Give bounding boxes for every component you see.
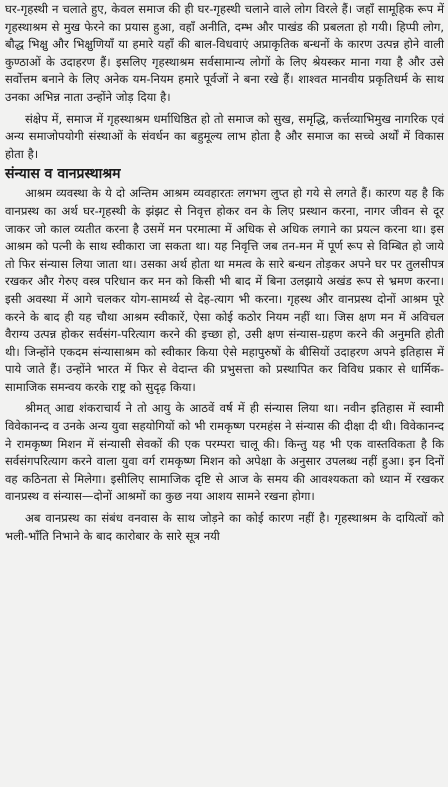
- paragraph-householder-discipline: घर-गृहस्थी न चलाते हुए, केवल समाज की ही घर-गृहस्थी चलाने वाले लोग विरले हैं। जहाँ सामूहिक रूप में गृहस्थाश्रम से मुख फेरने का प्रयास हुआ, वहाँ अनीति, दम्भ और पाखंड की प्रबलता हो गयी। हिप्पी लोग, बौद्ध भिक्षु और भिक्षुणियाँ या हमारे यहाँ की बाल-विधवाएं अप्राकृतिक बन्धनों के कारण उत्पन्न होने वाली कुण्ठाओं के उदाहरण हैं। इसलिए गृहस्थाश्रम सर्वसामान्य लोगों के लिए श्रेयस्कर माना गया है और उसे सर्वोत्तम बनाने के लिए अनेक यम-नियम हमारे पूर्वजों ने बना रखे हैं। शाश्वत मानवीय प्रकृतिधर्म के साथ उनका अभिन्न नाता उन्होंने जोड़ दिया है।: [5, 2, 444, 104]
- section-heading: संन्यास व वानप्रस्थाश्रम: [5, 166, 121, 183]
- paragraph-shankaracharya: श्रीमत् आद्य शंकराचार्य ने तो आयु के आठवें वर्ष में ही संन्यास लिया था। नवीन इतिहास में स्वामी विवेकानन्द व उनके अन्य युवा सहयोगियों को भी रामकृष्ण परमहंस ने संन्यास की दीक्षा दी थी। विवेकानन्द ने रामकृष्ण मिशन में संन्यासी सेवकों की एक परम्परा चालू की। किन्तु यह भी एक वास्तविकता है कि सर्वसंगपरित्याग करने वाला युवा वर्ग रामकृष्ण मिशन को अपेक्षा के अनुसार उपलब्ध नहीं हुआ। इन दिनों वह कठिनता से मिलेगा। इसीलिए सामाजिक दृष्टि से आज के समय की आवश्यकता को ध्यान में रखकर वानप्रस्थ व संन्यास—दोनों आश्रमों का कुछ नया आशय सामने रखना होगा।: [5, 401, 444, 504]
- paragraph-summary: संक्षेप में, समाज में गृहस्थाश्रम धर्माधिष्ठित हो तो समाज को सुख, समृद्धि, कर्त्तव्याभिमुख नागरिक एवं अन्य समाजोपयोगी संस्थाओं के संवर्धन का बहुमूल्य लाभ होता है और समाज का सच्चे अर्थों में विकास होता है।: [5, 111, 444, 161]
- paragraph-vanaprastha: अब वानप्रस्थ का संबंध वनवास के साथ जोड़ने का कोई कारण नहीं है। गृहस्थाश्रम के दायित्वों को भली-भाँति निभाने के बाद कारोबार के सारे सूत्र नयी: [5, 511, 444, 543]
- paragraph-ashrama-system: आश्रम व्यवस्था के ये दो अन्तिम आश्रम व्यवहारतः लगभग लुप्त हो गये से लगते हैं। कारण यह है कि वानप्रस्थ का अर्थ घर-गृहस्थी के झंझट से निवृत्त होकर वन के लिए प्रस्थान करना, नागर जीवन से दूर जाकर जो काल व्यतीत करना है उसमें मन परमात्मा में अधिक से अधिक लगाने का प्रयत्न करना था। इस आश्रम को पत्नी के साथ स्वीकारा जा सकता था। यह निवृत्ति जब तन-मन में पूर्ण रूप से विम्बित हो जाये तो फिर संन्यास लिया जाता था। उसका अर्थ होता था ममत्व के सारे बन्धन तोड़कर अपने घर पर तुलसीपत्र रखकर और गेरुए वस्त्र परिधान कर मन को किसी भी बाद में बिना उलझाये अखंड रूप से भ्रमण करना। इसी अवस्था में आगे चलकर योग-सामर्थ्य से देह-त्याग भी करना। गृहस्थ और वानप्रस्थ दोनों आश्रम पूरे करने के बाद ही यह चौथा आश्रम स्वीकारें, ऐसा कोई कठोर नियम नहीं था। जिस क्षण मन में अविचल वैराग्य उत्पन्न होकर सर्वसंग-परित्याग करने की इच्छा हो, उसी क्षण संन्यास-ग्रहण करने की अनुमति होती थी। जिन्होंने एकदम संन्यासाश्रम को स्वीकार किया ऐसे महापुरुषों के बीसियों उदाहरण अपने इतिहास में पाये जाते हैं। उन्होंने भारत में फिर से वेदान्त की प्रभुसत्ता को प्रस्थापित कर विविध प्रकार से धार्मिक-सामाजिक समन्वय करके राष्ट्र को सुदृढ़ किया।: [5, 186, 444, 394]
